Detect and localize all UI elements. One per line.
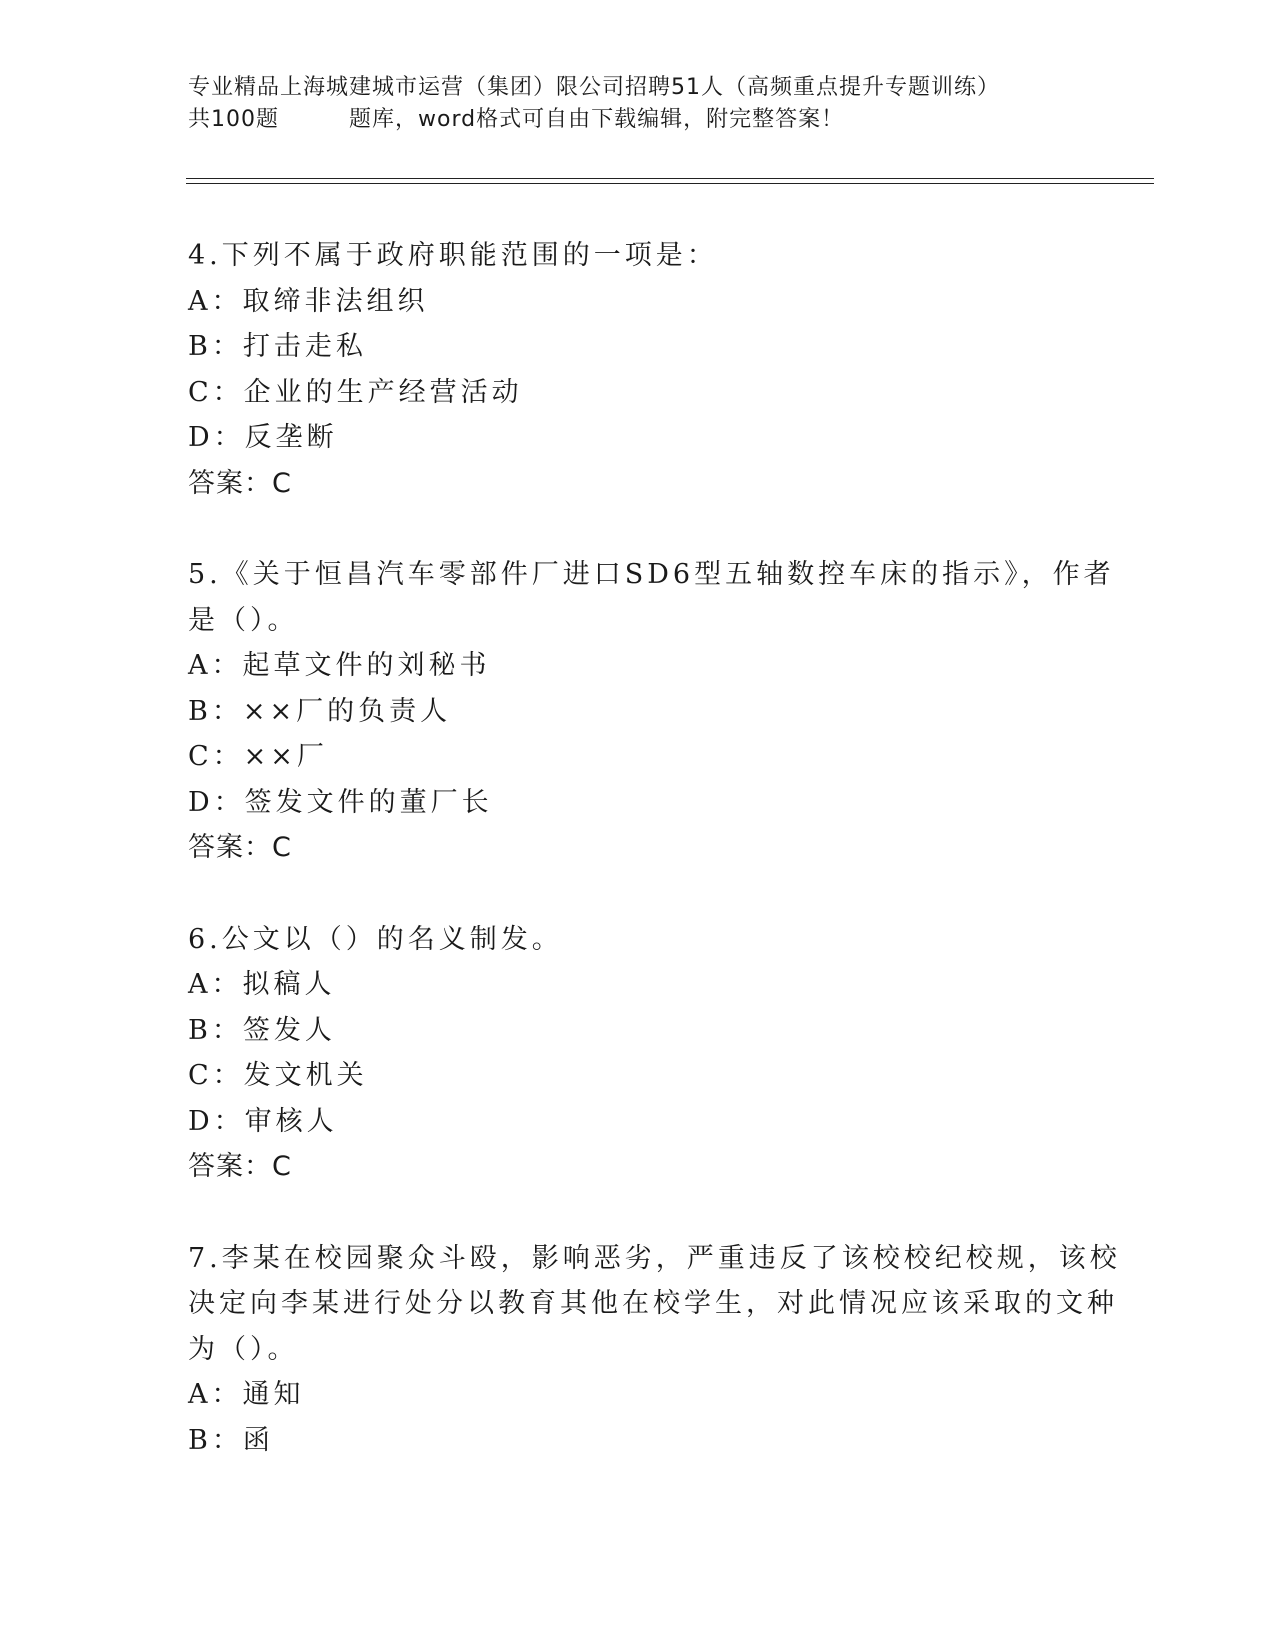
question-list (188, 233, 1121, 1509)
answer: 答案：C (188, 1151, 292, 1182)
question-5 (188, 552, 1115, 871)
document-header (188, 72, 1088, 136)
header-divider-top (186, 178, 1154, 179)
option-b: B：签发人 (188, 1014, 336, 1046)
header-description: 题库，word格式可自由下载编辑，附完整答案！ (349, 107, 845, 132)
question-stem: 4.下列不属于政府职能范围的一项是： (188, 240, 718, 271)
question-7 (188, 1236, 1121, 1464)
header-count: 共100题 (188, 107, 279, 132)
header-title: 专业精品上海城建城市运营（集团）限公司招聘51人（高频重点提升专题训练） (188, 75, 1000, 100)
option-d: D：审核人 (188, 1105, 338, 1137)
question-stem-line-2: 是（）。 (188, 604, 299, 636)
option-d: D：签发文件的董厂长 (188, 786, 493, 818)
option-d: D：反垄断 (188, 422, 338, 453)
question-stem: 6.公文以（）的名义制发。 (188, 923, 563, 955)
header-subtitle (188, 104, 1088, 136)
question-stem-line-2: 决定向李某进行处分以教育其他在校学生，对此情况应该采取的文种 (188, 1288, 1118, 1319)
option-a: A：起草文件的刘秘书 (188, 650, 491, 681)
question-stem-line-1: 5.《关于恒昌汽车零部件厂进口SD6型五轴数控车床的指示》，作者 (188, 559, 1115, 590)
answer: 答案：C (188, 832, 292, 863)
option-c: C：企业的生产经营活动 (188, 376, 523, 408)
answer: 答案：C (188, 467, 292, 499)
option-b: B：函 (188, 1424, 274, 1456)
question-stem-line-1: 7.李某在校园聚众斗殴，影响恶劣，严重违反了该校校纪校规，该校 (188, 1242, 1121, 1274)
option-c: C：××厂 (188, 741, 328, 772)
question-stem-line-3: 为（）。 (188, 1333, 299, 1365)
option-c: C：发文机关 (188, 1060, 368, 1091)
option-b: B：打击走私 (188, 331, 367, 362)
option-a: A：拟稿人 (188, 969, 336, 1000)
option-b: B：××厂的负责人 (188, 695, 452, 727)
question-4 (188, 233, 1068, 506)
option-a: A：通知 (188, 1379, 305, 1410)
header-divider-bottom (186, 183, 1154, 184)
question-6 (188, 917, 1068, 1190)
option-a: A：取缔非法组织 (188, 285, 429, 317)
